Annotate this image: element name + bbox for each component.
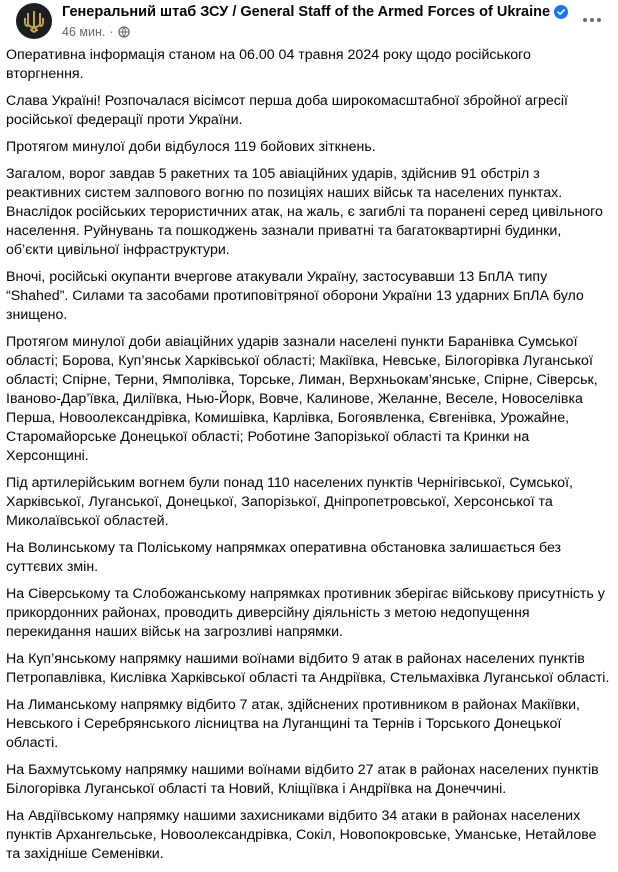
page-name-text[interactable]: Генеральний штаб ЗСУ / General Staff of the Armed Forces of Ukraine bbox=[62, 4, 551, 20]
post-paragraph: На Куп’янському напрямку нашими воїнами відбито 9 атак в районах населених пунктів Петропавлівка, Кислівка Харківської області та Андріївка, Стельмахівка Луганської області. bbox=[6, 651, 610, 686]
trident-icon bbox=[23, 9, 45, 33]
post-timestamp[interactable]: 46 мин. bbox=[62, 25, 106, 39]
more-options-button[interactable] bbox=[576, 4, 608, 36]
post-paragraph: Оперативна інформація станом на 06.00 04 травня 2024 року щодо російського вторгнення. bbox=[6, 47, 531, 82]
post-paragraph: Вночі, російські окупанти вчергове атакували Україну, застосувавши 13 БпЛА типу “Shahed”. Силами та засобами протиповітряної оборони України 13 ударних БпЛА було знищено. bbox=[6, 269, 584, 323]
post-paragraph: Загалом, ворог завдав 5 ракетних та 105 авіаційних ударів, здійснив 91 обстріл з реактивних систем залпового вогню по позиціях наших військ та населених пунктах. Внаслідок російських терористичних атак, на жаль, є загиблі та поранені серед цивільного населення. Руйнувань та пошкоджень зазнали приватні та багатоквартирні будинки, об’єкти цивільної інфраструктури. bbox=[6, 166, 603, 258]
post-paragraph: На Авдіївському напрямку нашими захисниками відбито 34 атаки в районах населених пунктів Архангельське, Новоолександрівка, Сокіл, Новопокровське, Уманське, Нетайлове та західніше Семенівки. bbox=[6, 808, 597, 862]
post-meta bbox=[62, 25, 130, 39]
post-header bbox=[0, 0, 618, 46]
post-paragraph: Під артилерійським вогнем були понад 110 населених пунктів Чернігівської, Сумської, Харківської, Луганської, Донецької, Запорізької, Дніпропетровської, Херсонської та Миколаївської областей. bbox=[6, 475, 573, 529]
post-paragraph: На Лиманському напрямку відбито 7 атак, здійснених противником в районах Макіївки, Невського і Серебрянського лісництва на Луганщині та Тернів і Торського Донецької області. bbox=[6, 697, 580, 751]
verified-badge-icon bbox=[554, 5, 568, 19]
page-avatar[interactable] bbox=[16, 3, 52, 39]
post-paragraph: Слава Україні! Розпочалася вісімсот перша доба широкомасштабної збройної агресії російської федерації проти України. bbox=[6, 93, 568, 128]
post-paragraph: На Волинському та Поліському напрямках оперативна обстановка залишається без суттєвих змін. bbox=[6, 540, 562, 575]
post-paragraph: На Сіверському та Слобожанському напрямках противник зберігає військову присутність у прикордонних районах, проводить диверсійну діяльність з метою недопущення перекидання наших військ на загрозливі напрямки. bbox=[6, 586, 605, 640]
page-name[interactable] bbox=[62, 4, 568, 20]
more-dots-icon bbox=[582, 17, 602, 23]
post-body bbox=[6, 46, 610, 872]
post-paragraph: Протягом минулої доби авіаційних ударів зазнали населені пункти Баранівка Сумської області; Борова, Куп’янськ Харківської області; Макіївка, Невське, Білогорівка Луганської області; Спірне, Терни, Ямполівка, Торське, Лиман, Верхньокам’янське, Спірне, Сіверськ, Іваново-Дар’ївка, Диліївка, Нью-Йорк, Вовче, Калинове, Желанне, Веселе, Новоселівка Перша, Новоолександрівка, Комишівка, Карлівка, Богоявленка, Євгенівка, Урожайне, Старомайорське Донецької області; Роботине Запорізької області та Кринки на Херсонщині. bbox=[6, 334, 598, 464]
post-paragraph: На Бахмутському напрямку нашими воїнами відбито 27 атак в районах населених пунктів Білогорівка Луганської області та Новий, Кліщіївка і Андріївка на Донеччині. bbox=[6, 762, 599, 797]
meta-separator: · bbox=[109, 25, 114, 39]
post-paragraph: Протягом минулої доби відбулося 119 бойових зіткнень. bbox=[6, 139, 376, 155]
globe-icon bbox=[118, 26, 130, 38]
